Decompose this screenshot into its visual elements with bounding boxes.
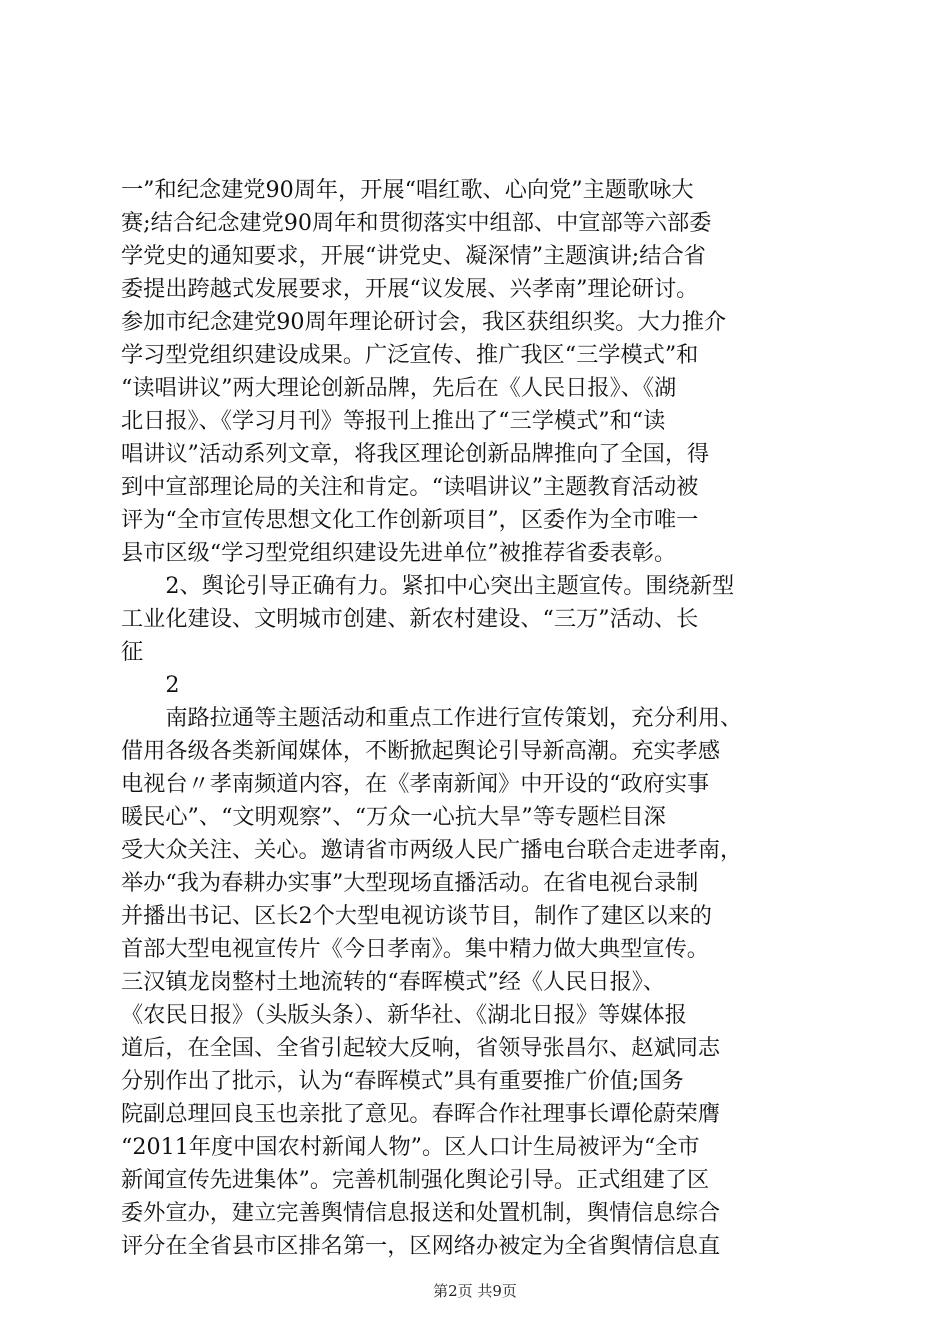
text-line: 借用各级各类新闻媒体，不断掀起舆论引导新高潮。充实孝感 bbox=[121, 738, 721, 764]
text-line: 委提出跨越式发展要求，开展“议发展、兴孝南”理论研讨。 bbox=[121, 276, 699, 302]
text-line: 《农民日报》（头版头条）、新华社、《湖北日报》等媒体报 bbox=[121, 1002, 687, 1028]
text-line: 举办“我为春耕办实事”大型现场直播活动。在省电视台录制 bbox=[121, 870, 699, 896]
text-line: 到中宣部理论局的关注和肯定。“读唱讲议”主题教育活动被 bbox=[121, 474, 699, 500]
text-line: 并播出书记、区长2个大型电视访谈节目，制作了建区以来的 bbox=[121, 903, 712, 929]
text-line: 赛;结合纪念建党90周年和贯彻落实中组部、中宣部等六部委 bbox=[121, 210, 712, 236]
text-line: 电视台〃孝南频道内容，在《孝南新闻》中开设的“政府实事 bbox=[121, 771, 710, 797]
text-line: 三汉镇龙岗整村土地流转的“春晖模式”经《人民日报》、 bbox=[121, 969, 666, 995]
text-line: 一”和纪念建党90周年，开展“唱红歌、心向党”主题歌咏大 bbox=[121, 177, 694, 203]
text-line: 参加市纪念建党90周年理论研讨会，我区获组织奖。大力推介 bbox=[121, 309, 727, 335]
text-line: 评分在全省县市区排名第一，区网络办被定为全省舆情信息直 bbox=[121, 1233, 721, 1259]
text-line: 首部大型电视宣传片《今日孝南》。集中精力做大典型宣传。 bbox=[121, 936, 709, 962]
text-line: 征 bbox=[121, 639, 144, 665]
text-line: 县市区级“学习型党组织建设先进单位”被推荐省委表彰。 bbox=[121, 540, 677, 566]
text-line: 学习型党组织建设成果。广泛宣传、推广我区“三学模式”和 bbox=[121, 342, 699, 368]
text-line: 受大众关注、关心。邀请省市两级人民广播电台联合走进孝南， bbox=[121, 837, 743, 863]
text-line: “读唱讲议”两大理论创新品牌，先后在《人民日报》、《湖 bbox=[121, 375, 677, 401]
text-line: 唱讲议”活动系列文章，将我区理论创新品牌推向了全国，得 bbox=[121, 441, 710, 467]
text-line: 委外宣办，建立完善舆情信息报送和处置机制，舆情信息综合 bbox=[121, 1200, 721, 1226]
text-line: 道后，在全国、全省引起较大反响，省领导张昌尔、赵斌同志 bbox=[121, 1035, 721, 1061]
paragraph-start-line: 南路拉通等主题活动和重点工作进行宣传策划，充分利用、 bbox=[121, 705, 743, 731]
page-marker: 2 bbox=[121, 672, 180, 698]
text-line: 分别作出了批示，认为“春晖模式”具有重要推广价值;国务 bbox=[121, 1068, 684, 1094]
text-line: 新闻宣传先进集体”。完善机制强化舆论引导。正式组建了区 bbox=[121, 1167, 710, 1193]
text-line: 暖民心”、“文明观察”、“万众一心抗大旱”等专题栏目深 bbox=[121, 804, 666, 830]
text-line: 学党史的通知要求，开展“讲党史、凝深情”主题演讲;结合省 bbox=[121, 243, 706, 269]
paragraph-start-line: 2、舆论引导正确有力。紧扣中心突出主题宣传。围绕新型 bbox=[121, 573, 735, 599]
text-line: “2011年度中国农村新闻人物”。区人口计生局被评为“全市 bbox=[121, 1134, 700, 1160]
text-line: 工业化建设、文明城市创建、新农村建设、“三万”活动、长 bbox=[121, 606, 699, 632]
body-text bbox=[121, 174, 841, 1263]
text-line: 评为“全市宣传思想文化工作创新项目”，区委作为全市唯一 bbox=[121, 507, 699, 533]
text-line: 院副总理回良玉也亲批了意见。春晖合作社理事长谭伦蔚荣膺 bbox=[121, 1101, 721, 1127]
text-line: 北日报》、《学习月刊》等报刊上推出了“三学模式”和“读 bbox=[121, 408, 666, 434]
page-footer: 第2页 共9页 bbox=[433, 1282, 517, 1300]
